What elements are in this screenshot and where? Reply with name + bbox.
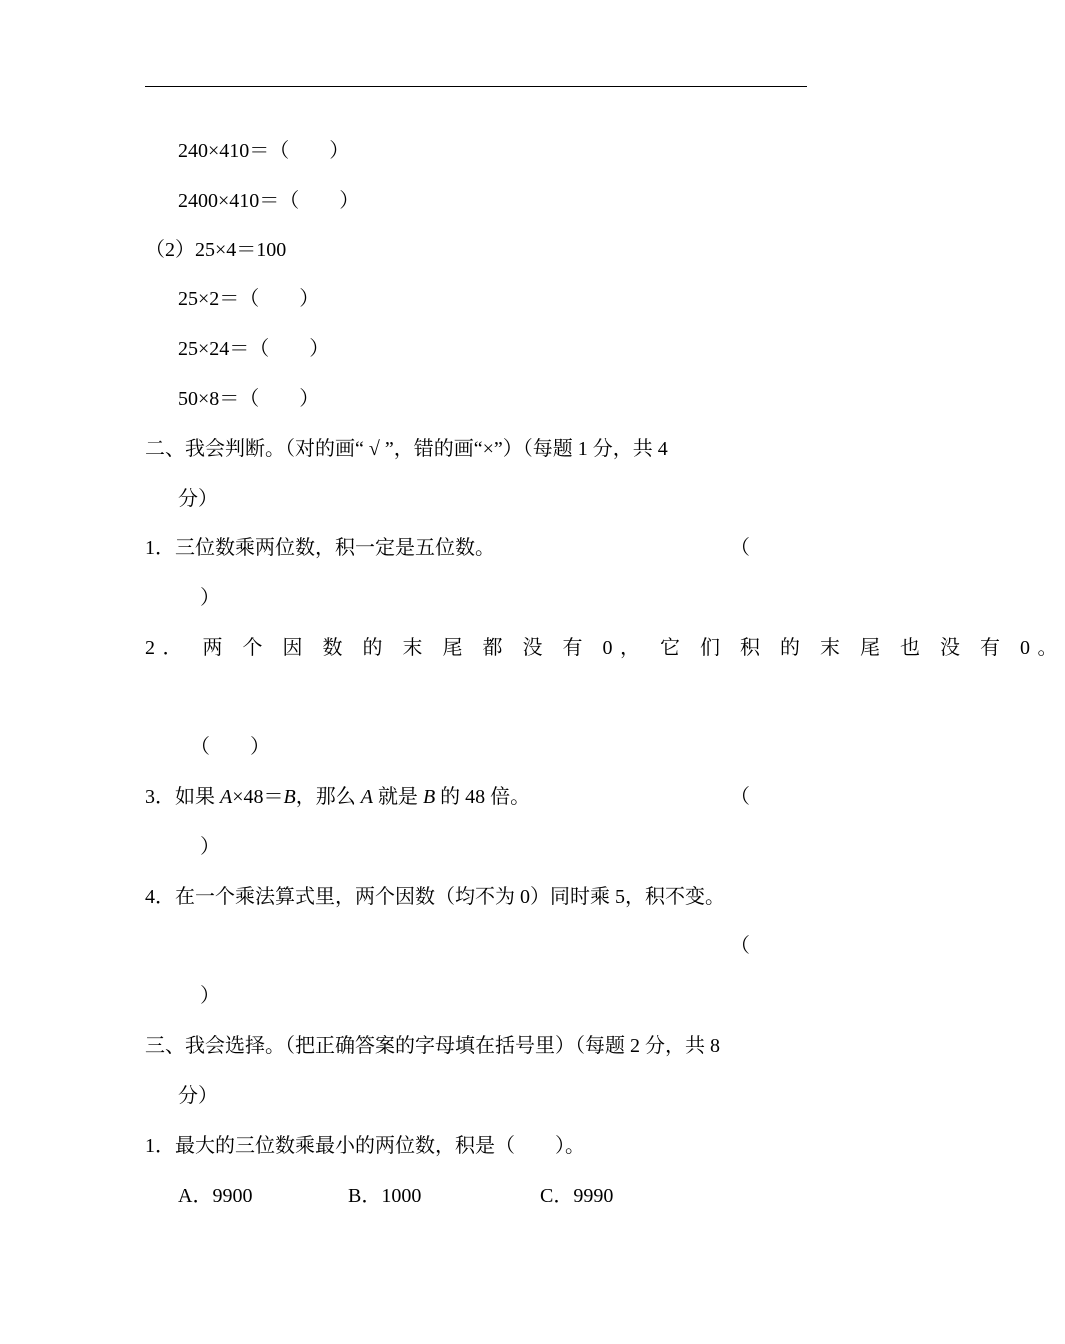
option-a: A．9900 <box>178 1185 253 1207</box>
judge-item-3-mid3: 就是 <box>372 786 423 808</box>
group-2-header: （2）25×4＝100 <box>145 239 287 261</box>
var-a: A <box>220 786 233 808</box>
judge-item-3-paren-open: （ <box>730 786 750 808</box>
option-c: C．9990 <box>540 1185 614 1207</box>
option-b: B．1000 <box>348 1185 422 1207</box>
question-25x24: 25×24＝（ ） <box>178 338 330 360</box>
judge-item-1-paren-close: ） <box>200 587 220 609</box>
var-b: B <box>422 786 436 808</box>
judge-item-3 <box>145 785 530 809</box>
section-2-title: 二、我会判断。（对的画“ √ ”，错的画“×”）（每题 1 分，共 4 <box>145 438 668 460</box>
judge-item-4-paren-open: （ <box>730 935 750 957</box>
section-3-title: 三、我会选择。（把正确答案的字母填在括号里）（每题 2 分，共 8 <box>145 1035 720 1057</box>
question-2400x410: 2400×410＝（ ） <box>178 190 360 212</box>
judge-item-3-mid1: ×48＝ <box>232 786 284 808</box>
judge-item-4: 4．在一个乘法算式里，两个因数（均不为 0）同时乘 5，积不变。 <box>145 886 725 908</box>
question-50x8: 50×8＝（ ） <box>178 388 320 410</box>
judge-item-1: 1．三位数乘两位数，积一定是五位数。 <box>145 537 495 559</box>
judge-item-2: 2． 两 个 因 数 的 末 尾 都 没 有 0， 它 们 积 的 末 尾 也 没 有 0。 <box>145 637 1065 659</box>
choice-question-1: 1．最大的三位数乘最小的两位数，积是（ ）。 <box>145 1135 585 1157</box>
var-b: B <box>283 786 296 808</box>
question-240x410: 240×410＝（ ） <box>178 140 350 162</box>
question-25x2: 25×2＝（ ） <box>178 288 320 310</box>
section-2-title-cont: 分） <box>178 488 218 510</box>
judge-item-3-mid2: ，那么 <box>295 786 361 808</box>
var-a: A <box>360 786 373 808</box>
judge-item-3-pre: 3．如果 <box>145 786 220 808</box>
section-3-title-cont: 分） <box>178 1085 218 1107</box>
header-rule <box>145 86 807 87</box>
judge-item-1-paren-open: （ <box>730 537 750 559</box>
judge-item-2-paren: （ ） <box>190 736 270 758</box>
judge-item-4-paren-close: ） <box>200 985 220 1007</box>
judge-item-3-post: 的 48 倍。 <box>435 786 531 808</box>
judge-item-3-paren-close: ） <box>200 836 220 858</box>
